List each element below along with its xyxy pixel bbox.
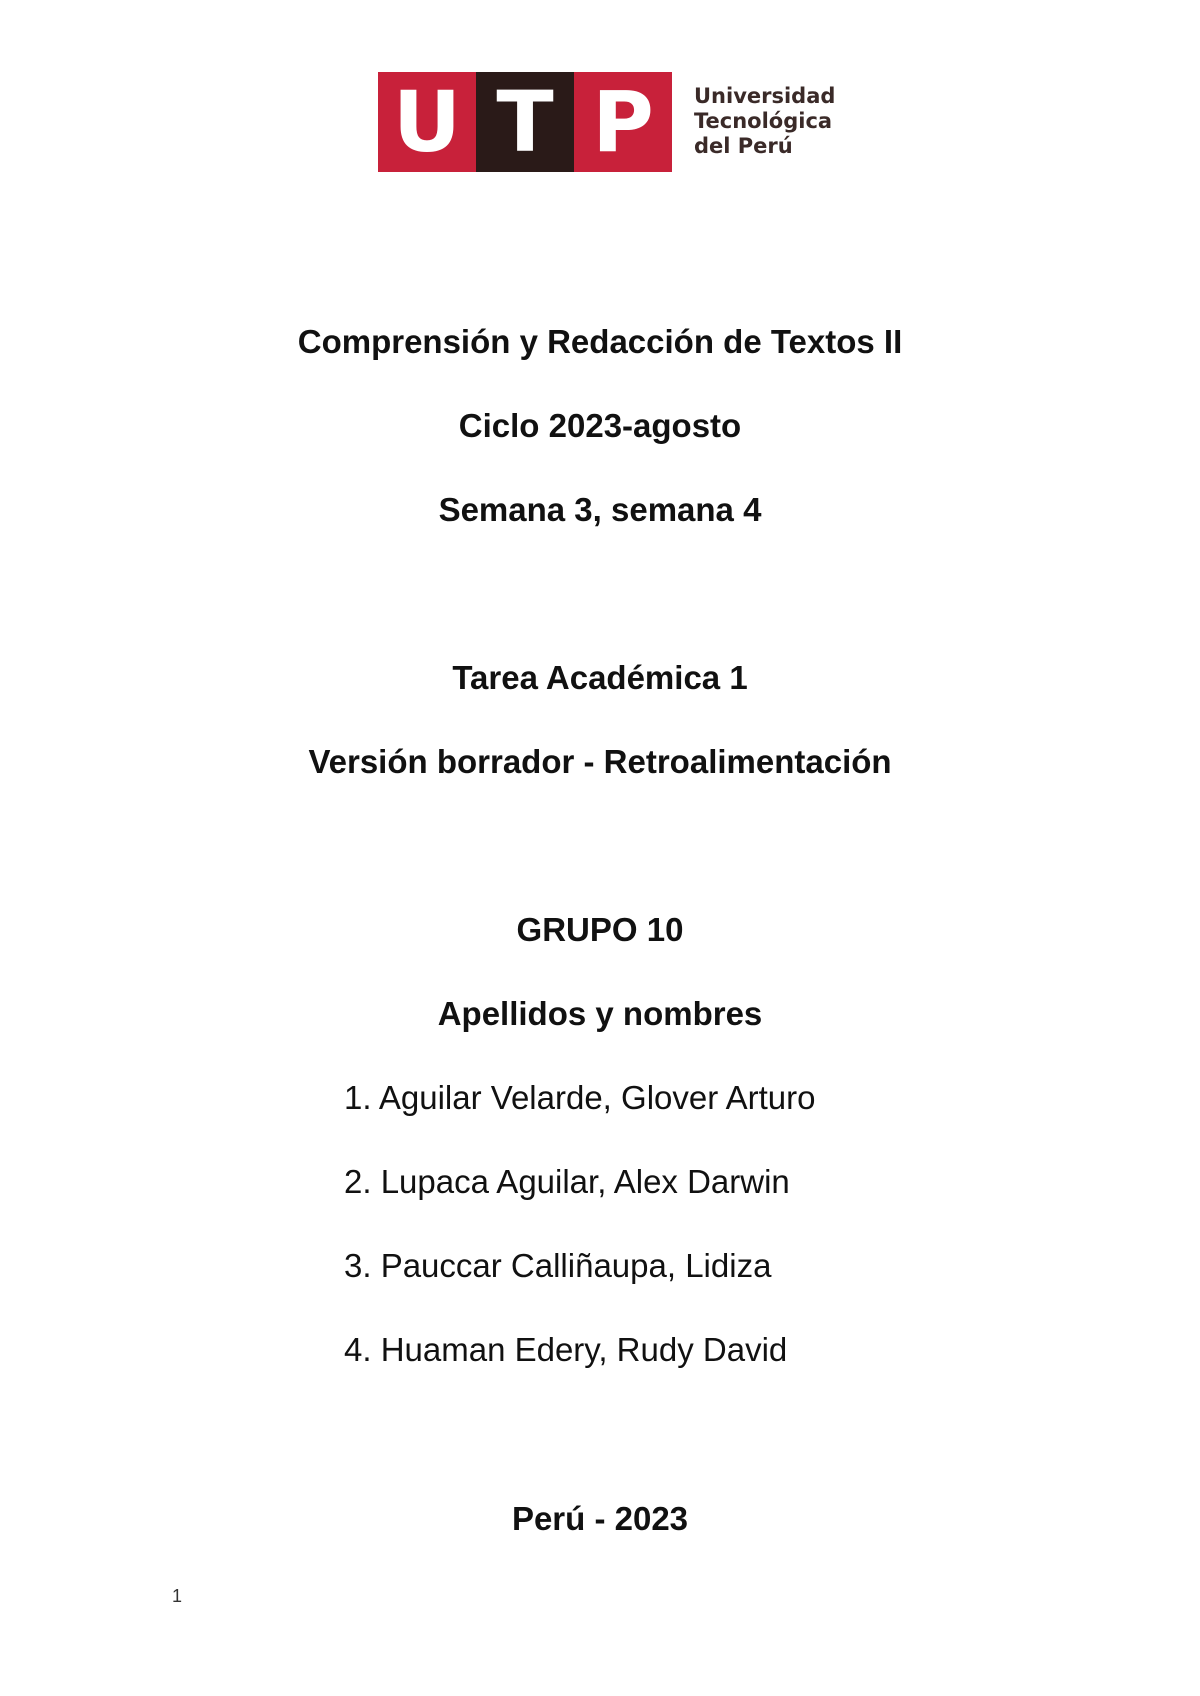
course-title: Comprensión y Redacción de Textos II — [297, 323, 903, 360]
logo-text-line: Universidad — [694, 84, 836, 108]
member-item: 4. Huaman Edery, Rudy David — [344, 1331, 788, 1368]
logo-letter-u: U — [378, 72, 476, 172]
logo-wordmark — [694, 84, 844, 159]
utp-logo — [378, 72, 838, 172]
logo-text-line: Tecnológica — [694, 109, 833, 133]
assignment-title: Tarea Académica 1 — [452, 659, 748, 696]
version-line: Versión borrador - Retroalimentación — [308, 743, 892, 780]
logo-letter-t: T — [476, 72, 574, 172]
group-label: GRUPO 10 — [516, 911, 684, 948]
members-heading: Apellidos y nombres — [437, 995, 763, 1032]
member-item: 1. Aguilar Velarde, Glover Arturo — [344, 1079, 816, 1116]
place-year: Perú - 2023 — [511, 1500, 689, 1537]
weeks-line: Semana 3, semana 4 — [438, 491, 762, 528]
logo-letter-p: P — [574, 72, 672, 172]
member-item: 2. Lupaca Aguilar, Alex Darwin — [344, 1163, 790, 1200]
member-item: 3. Pauccar Calliñaupa, Lidiza — [344, 1247, 772, 1284]
page-number: 1 — [172, 1586, 183, 1606]
logo-text-line: del Perú — [694, 134, 793, 158]
cycle-line: Ciclo 2023-agosto — [458, 407, 742, 444]
